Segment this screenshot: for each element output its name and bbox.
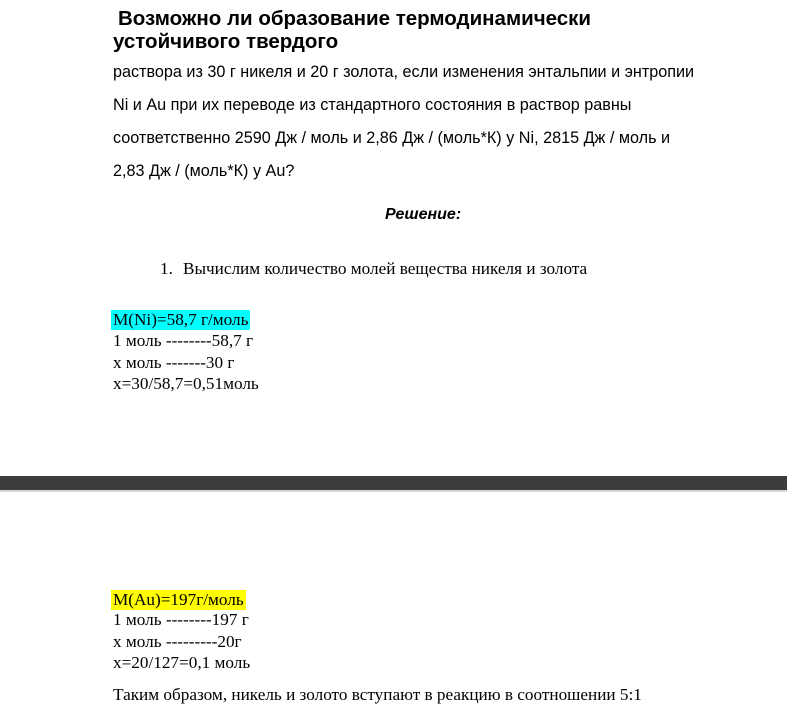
nickel-highlight: M(Ni)=58,7 г/моль	[113, 310, 249, 329]
page-break	[0, 476, 787, 490]
title-line-2: устойчивого твердого	[113, 30, 339, 53]
nickel-line-1: 1 моль --------58,7 г	[113, 331, 254, 350]
conclusion-text: Таким образом, никель и золото вступают в реакцию в соотношении 5:1	[113, 685, 642, 704]
title-line-1: Возможно ли образование термодинамически	[118, 7, 592, 30]
gold-line-1: 1 моль --------197 г	[113, 610, 249, 629]
problem-line-1: раствора из 30 г никеля и 20 г золота, если изменения энтальпии и энтропии	[113, 63, 695, 81]
problem-line-4: 2,83 Дж / (моль*К) у Au?	[113, 162, 295, 180]
solution-heading: Решение:	[385, 206, 462, 223]
page-break-shadow	[0, 490, 787, 492]
step-1-text: Вычислим количество молей вещества никеля и золота	[183, 259, 588, 278]
problem-line-2: Ni и Au при их переводе из стандартного состояния в раствор равны	[113, 96, 632, 114]
gold-highlight: M(Au)=197г/моль	[113, 590, 244, 609]
problem-line-3: соответственно 2590 Дж / моль и 2,86 Дж / (моль*К) у Ni, 2815 Дж / моль и	[113, 129, 671, 147]
nickel-line-2: х моль -------30 г	[113, 353, 235, 372]
gold-line-3: х=20/127=0,1 моль	[113, 653, 251, 672]
nickel-molar-mass	[113, 310, 250, 330]
gold-molar-mass	[113, 590, 246, 610]
step-1-number: 1.	[160, 259, 173, 278]
nickel-line-3: х=30/58,7=0,51моль	[113, 374, 259, 393]
gold-line-2: х моль ---------20г	[113, 632, 242, 651]
